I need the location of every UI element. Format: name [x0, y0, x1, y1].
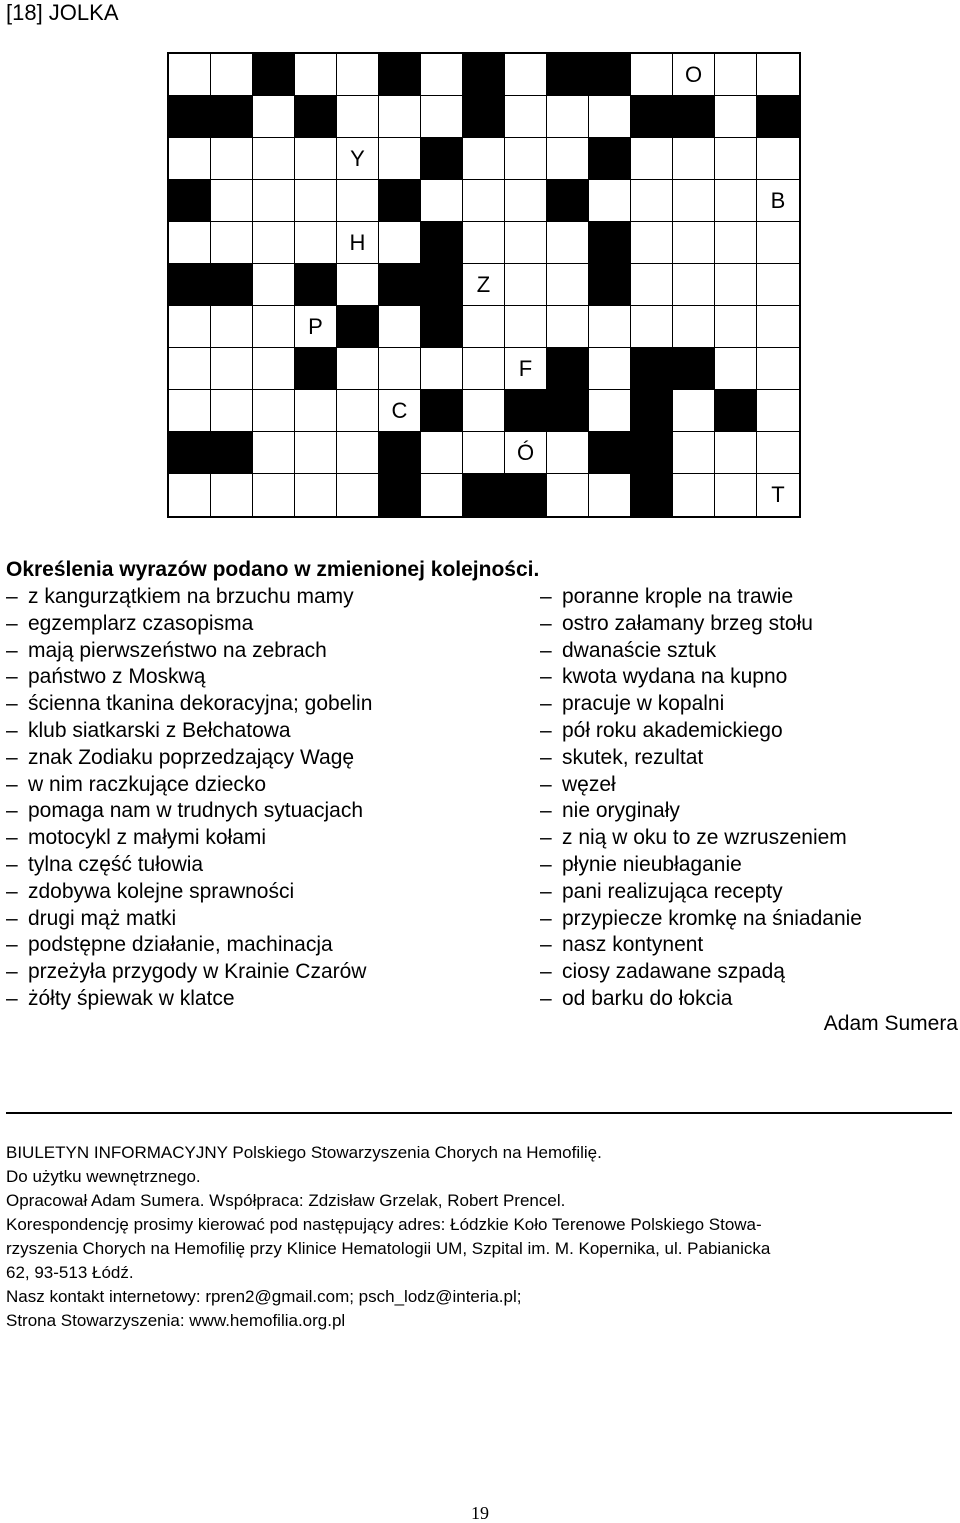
grid-cell[interactable] — [505, 54, 547, 96]
grid-cell[interactable] — [337, 96, 379, 138]
grid-cell-black — [421, 264, 463, 306]
clue-item — [6, 906, 372, 933]
grid-cell[interactable] — [715, 264, 757, 306]
clue-text: ciosy zadawane szpadą — [562, 960, 785, 984]
grid-cell[interactable]: C — [379, 390, 421, 432]
grid-cell[interactable] — [253, 264, 295, 306]
grid-cell[interactable] — [673, 264, 715, 306]
grid-cell[interactable] — [463, 432, 505, 474]
footer-line: BIULETYN INFORMACYJNY Polskiego Stowarzyszenia Chorych na Hemofilię. — [6, 1143, 602, 1162]
grid-cell[interactable] — [337, 474, 379, 516]
clue-text: płynie nieubłaganie — [562, 852, 742, 876]
clue-text: dwanaście sztuk — [562, 638, 717, 662]
grid-cell[interactable] — [505, 180, 547, 222]
grid-cell-black — [421, 138, 463, 180]
clues-left-column — [6, 584, 372, 1013]
grid-cell[interactable] — [253, 180, 295, 222]
clue-text: nie oryginały — [562, 799, 680, 823]
grid-cell[interactable] — [379, 222, 421, 264]
grid-cell-black — [673, 348, 715, 390]
grid-cell[interactable] — [631, 54, 673, 96]
grid-cell[interactable] — [295, 390, 337, 432]
grid-cell[interactable] — [673, 138, 715, 180]
clue-dash: – — [540, 986, 552, 1010]
clue-dash: – — [540, 826, 552, 850]
grid-cell[interactable] — [631, 138, 673, 180]
grid-cell-black — [631, 432, 673, 474]
clue-item — [6, 584, 372, 611]
grid-cell[interactable] — [211, 180, 253, 222]
divider — [6, 1112, 952, 1114]
clue-item — [540, 772, 862, 799]
grid-cell[interactable] — [631, 264, 673, 306]
grid-cell[interactable] — [337, 390, 379, 432]
clue-dash: – — [540, 960, 552, 984]
grid-cell[interactable] — [421, 96, 463, 138]
grid-cell[interactable] — [379, 348, 421, 390]
grid-cell[interactable] — [253, 390, 295, 432]
grid-cell[interactable] — [757, 222, 799, 264]
grid-cell[interactable] — [757, 348, 799, 390]
clue-dash: – — [6, 665, 18, 689]
clue-text: ostro załamany brzeg stołu — [562, 611, 813, 635]
footer-line: Opracował Adam Sumera. Współpraca: Zdzisław Grzelak, Robert Prencel. — [6, 1191, 566, 1210]
grid-cell-black — [379, 264, 421, 306]
clue-item — [6, 664, 372, 691]
clue-item — [540, 664, 862, 691]
grid-cell[interactable] — [547, 222, 589, 264]
clue-item — [6, 638, 372, 665]
grid-cell[interactable] — [421, 54, 463, 96]
clue-item — [6, 611, 372, 638]
clue-text: klub siatkarski z Bełchatowa — [28, 718, 291, 742]
clue-text: z nią w oku to ze wzruszeniem — [562, 826, 847, 850]
grid-cell[interactable] — [715, 138, 757, 180]
grid-cell[interactable] — [715, 54, 757, 96]
grid-cell-black — [253, 54, 295, 96]
clue-item — [540, 879, 862, 906]
grid-cell[interactable] — [757, 264, 799, 306]
grid-cell[interactable]: T — [771, 482, 785, 507]
grid-cell[interactable] — [589, 96, 631, 138]
clue-dash: – — [540, 906, 552, 930]
grid-cell[interactable] — [169, 222, 211, 264]
clue-item — [540, 638, 862, 665]
clue-text: żółty śpiewak w klatce — [28, 986, 235, 1010]
clue-text: drugi mąż matki — [28, 906, 177, 930]
grid-cell-black — [631, 96, 673, 138]
grid-cell-black — [295, 264, 337, 306]
grid-cell[interactable] — [631, 306, 673, 348]
grid-cell[interactable] — [673, 432, 715, 474]
clue-text: przypiecze kromkę na śniadanie — [562, 906, 862, 930]
grid-cell[interactable] — [505, 138, 547, 180]
grid-cell[interactable] — [715, 222, 757, 264]
clue-dash: – — [540, 799, 552, 823]
clue-item — [6, 718, 372, 745]
footer-line: 62, 93-513 Łódź. — [6, 1263, 134, 1282]
grid-cell[interactable] — [463, 306, 505, 348]
clue-dash: – — [6, 986, 18, 1010]
grid-cell[interactable]: B — [757, 180, 799, 222]
grid-cell-black — [631, 390, 673, 432]
grid-cell[interactable] — [715, 432, 757, 474]
clue-text: nasz kontynent — [562, 933, 704, 957]
grid-cell[interactable] — [589, 390, 631, 432]
grid-cell-black — [295, 348, 337, 390]
grid-cell[interactable] — [463, 348, 505, 390]
grid-cell[interactable] — [505, 264, 547, 306]
clue-item — [540, 932, 862, 959]
grid-cell[interactable] — [211, 390, 253, 432]
grid-cell-black — [211, 432, 253, 474]
clue-text: tylna część tułowia — [28, 852, 204, 876]
clue-text: z kangurzątkiem na brzuchu mamy — [28, 585, 354, 608]
grid-cell[interactable] — [547, 96, 589, 138]
grid-cell[interactable] — [295, 222, 337, 264]
grid-cell[interactable] — [253, 474, 295, 516]
grid-cell[interactable] — [715, 180, 757, 222]
grid-cell-black — [589, 264, 631, 306]
clues-right-column — [540, 584, 862, 1013]
clue-text: poranne krople na trawie — [562, 585, 794, 608]
grid-cell-black — [463, 474, 505, 516]
clue-text: pracuje w kopalni — [562, 692, 725, 716]
grid-cell[interactable] — [673, 474, 715, 516]
footer-line: rzyszenia Chorych na Hemofilię przy Klinice Hematologii UM, Szpital im. M. Kopernika, ul. Pabianicka — [6, 1239, 771, 1258]
grid-cell[interactable] — [757, 432, 799, 474]
clue-item — [540, 691, 862, 718]
grid-cell[interactable] — [589, 180, 631, 222]
clue-item — [6, 879, 372, 906]
grid-cell[interactable] — [673, 306, 715, 348]
grid-cell[interactable] — [211, 222, 253, 264]
clue-text: pół roku akademickiego — [562, 718, 783, 742]
grid-cell-black — [505, 474, 547, 516]
grid-cell[interactable] — [337, 432, 379, 474]
grid-cell[interactable] — [715, 474, 757, 516]
clue-dash: – — [540, 879, 552, 903]
grid-cell-black — [379, 180, 421, 222]
clue-item — [6, 932, 372, 959]
clue-item — [540, 611, 862, 638]
crossword-grid — [167, 52, 801, 518]
clues-heading: Określenia wyrazów podano w zmienionej kolejności. — [6, 558, 540, 581]
grid-cell[interactable] — [505, 306, 547, 348]
clue-item — [6, 986, 372, 1013]
grid-cell[interactable] — [253, 138, 295, 180]
grid-cell[interactable] — [505, 96, 547, 138]
grid-cell-black — [379, 432, 421, 474]
grid-cell[interactable] — [211, 138, 253, 180]
clue-text: egzemplarz czasopisma — [28, 611, 254, 635]
grid-cell-black — [547, 390, 589, 432]
grid-cell[interactable] — [589, 474, 631, 516]
grid-cell-black — [589, 138, 631, 180]
grid-cell-black — [211, 264, 253, 306]
clue-item — [6, 772, 372, 799]
grid-cell[interactable] — [169, 306, 211, 348]
clue-text: znak Zodiaku poprzedzający Wagę — [28, 745, 355, 769]
grid-cell-black — [337, 306, 379, 348]
grid-cell[interactable] — [547, 432, 589, 474]
clue-dash: – — [6, 638, 18, 662]
grid-cell[interactable]: P — [295, 306, 337, 348]
grid-cell[interactable] — [211, 54, 253, 96]
grid-cell[interactable] — [547, 264, 589, 306]
clue-item — [6, 691, 372, 718]
clue-dash: – — [540, 772, 552, 796]
grid-cell[interactable] — [463, 138, 505, 180]
grid-cell[interactable] — [169, 138, 211, 180]
clue-item — [540, 745, 862, 772]
grid-cell[interactable] — [253, 348, 295, 390]
clue-text: węzeł — [562, 772, 616, 796]
grid-cell[interactable]: F — [505, 348, 547, 390]
grid-cell-black — [757, 96, 799, 138]
clue-text: pomaga nam w trudnych sytuacjach — [28, 799, 364, 823]
clue-dash: – — [540, 718, 552, 742]
grid-cell[interactable] — [253, 222, 295, 264]
grid-cell[interactable] — [253, 306, 295, 348]
clue-item — [540, 959, 862, 986]
grid-cell[interactable] — [337, 264, 379, 306]
clue-item — [6, 959, 372, 986]
grid-cell[interactable]: Ó — [505, 432, 547, 474]
clue-item — [540, 906, 862, 933]
clue-item — [540, 852, 862, 879]
clue-text: mają pierwszeństwo na zebrach — [28, 638, 327, 662]
grid-cell[interactable] — [337, 54, 379, 96]
grid-cell[interactable] — [253, 432, 295, 474]
grid-cell[interactable] — [673, 390, 715, 432]
clue-item — [540, 798, 862, 825]
grid-cell-black — [295, 96, 337, 138]
footer — [6, 1141, 958, 1333]
clue-dash: – — [6, 960, 18, 984]
clue-text: podstępne działanie, machinacja — [28, 933, 333, 957]
clue-text: zdobywa kolejne sprawności — [28, 879, 295, 903]
clue-text: od barku do łokcia — [562, 986, 733, 1010]
clue-text: państwo z Moskwą — [28, 665, 206, 689]
clue-item — [540, 986, 862, 1013]
grid-cell[interactable] — [757, 390, 799, 432]
grid-cell-black — [673, 96, 715, 138]
grid-cell[interactable] — [757, 306, 799, 348]
grid-cell-black — [421, 306, 463, 348]
clue-dash: – — [6, 799, 18, 823]
grid-cell[interactable] — [631, 222, 673, 264]
clue-dash: – — [6, 906, 18, 930]
grid-cell-black — [379, 54, 421, 96]
clue-item — [540, 718, 862, 745]
grid-cell-black — [379, 474, 421, 516]
grid-cell[interactable] — [589, 306, 631, 348]
clue-dash: – — [6, 585, 18, 608]
grid-cell[interactable]: Z — [463, 264, 505, 306]
grid-cell[interactable] — [337, 180, 379, 222]
grid-cell[interactable] — [169, 54, 211, 96]
grid-cell-black — [169, 264, 211, 306]
clue-text: motocykl z małymi kołami — [28, 826, 267, 850]
clue-text: kwota wydana na kupno — [562, 665, 788, 689]
grid-cell[interactable] — [211, 348, 253, 390]
grid-cell-black — [463, 54, 505, 96]
grid-cell[interactable] — [295, 432, 337, 474]
clue-dash: – — [540, 852, 552, 876]
grid-cell[interactable] — [463, 180, 505, 222]
clue-text: w nim raczkujące dziecko — [28, 772, 267, 796]
grid-cell[interactable] — [379, 306, 421, 348]
clue-dash: – — [6, 933, 18, 957]
clue-dash: – — [540, 585, 552, 608]
grid-cell[interactable] — [715, 348, 757, 390]
grid-cell-black — [463, 96, 505, 138]
grid-cell[interactable] — [673, 180, 715, 222]
clue-dash: – — [6, 772, 18, 796]
grid-cell[interactable] — [211, 474, 253, 516]
grid-cell-black — [211, 96, 253, 138]
author-name: Adam Sumera — [823, 1012, 958, 1035]
clue-dash: – — [6, 611, 18, 635]
grid-cell[interactable] — [547, 306, 589, 348]
grid-cell-black — [169, 180, 211, 222]
clue-dash: – — [540, 611, 552, 635]
grid-cell[interactable] — [379, 138, 421, 180]
grid-cell[interactable] — [295, 180, 337, 222]
grid-cell-black — [715, 390, 757, 432]
grid-cell[interactable] — [337, 348, 379, 390]
clue-dash: – — [6, 745, 18, 769]
page-title: [18] JOLKA — [6, 0, 119, 25]
clue-text: przeżyła przygody w Krainie Czarów — [28, 960, 367, 984]
grid-cell[interactable] — [421, 348, 463, 390]
grid-cell[interactable] — [421, 474, 463, 516]
grid-cell[interactable] — [715, 306, 757, 348]
grid-cell[interactable] — [169, 474, 211, 516]
clue-dash: – — [540, 745, 552, 769]
grid-cell-black — [631, 348, 673, 390]
grid-cell-black — [589, 432, 631, 474]
clue-item — [6, 745, 372, 772]
clue-dash: – — [6, 879, 18, 903]
clue-item — [540, 825, 862, 852]
grid-cell[interactable] — [757, 138, 799, 180]
clue-dash: – — [540, 692, 552, 716]
grid-cell[interactable] — [463, 390, 505, 432]
clue-item — [6, 825, 372, 852]
grid-cell[interactable] — [421, 432, 463, 474]
clue-dash: – — [6, 826, 18, 850]
grid-cell[interactable] — [547, 138, 589, 180]
grid-cell-black — [421, 390, 463, 432]
footer-line: Korespondencję prosimy kierować pod następujący adres: Łódzkie Koło Terenowe Polskiego Stowa- — [6, 1215, 762, 1234]
grid-cell-black — [169, 96, 211, 138]
grid-cell[interactable] — [295, 54, 337, 96]
clue-dash: – — [540, 933, 552, 957]
grid-cell[interactable] — [589, 348, 631, 390]
grid-cell-black — [589, 54, 631, 96]
grid-cell[interactable] — [379, 96, 421, 138]
grid-cell[interactable] — [211, 306, 253, 348]
grid-cell-black — [547, 180, 589, 222]
clue-dash: – — [6, 718, 18, 742]
clue-item — [6, 798, 372, 825]
clue-item — [540, 584, 862, 611]
grid-cell[interactable] — [295, 138, 337, 180]
grid-cell[interactable] — [631, 180, 673, 222]
clue-dash: – — [6, 692, 18, 716]
grid-cell[interactable] — [421, 180, 463, 222]
grid-cell-black — [505, 390, 547, 432]
grid-cell[interactable] — [295, 474, 337, 516]
grid-cell-black — [421, 222, 463, 264]
grid-cell[interactable] — [169, 390, 211, 432]
clue-text: skutek, rezultat — [562, 745, 704, 769]
grid-cell[interactable]: Y — [337, 138, 379, 180]
grid-cell[interactable]: O — [673, 54, 715, 96]
clue-dash: – — [540, 665, 552, 689]
grid-cell[interactable] — [547, 474, 589, 516]
footer-line: Do użytku wewnętrznego. — [6, 1167, 201, 1186]
grid-cell[interactable] — [253, 96, 295, 138]
clue-dash: – — [540, 638, 552, 662]
clue-text: ścienna tkanina dekoracyjna; gobelin — [28, 692, 373, 716]
grid-cell-black — [547, 54, 589, 96]
grid-cell[interactable] — [673, 222, 715, 264]
grid-cell-black — [169, 432, 211, 474]
clue-item — [6, 852, 372, 879]
page-number: 19 — [471, 1503, 489, 1523]
footer-line: Nasz kontakt internetowy: rpren2@gmail.com; psch_lodz@interia.pl; — [6, 1287, 522, 1306]
clue-dash: – — [6, 852, 18, 876]
clue-text: pani realizująca recepty — [562, 879, 783, 903]
grid-cell-black — [589, 222, 631, 264]
grid-cell[interactable]: H — [337, 222, 379, 264]
footer-line: Strona Stowarzyszenia: www.hemofilia.org.pl — [6, 1311, 346, 1330]
grid-cell[interactable] — [757, 54, 799, 96]
grid-cell[interactable] — [715, 96, 757, 138]
grid-cell[interactable] — [505, 222, 547, 264]
grid-cell[interactable] — [463, 222, 505, 264]
grid-cell-black — [631, 474, 673, 516]
grid-cell[interactable] — [169, 348, 211, 390]
grid-cell-black — [547, 348, 589, 390]
